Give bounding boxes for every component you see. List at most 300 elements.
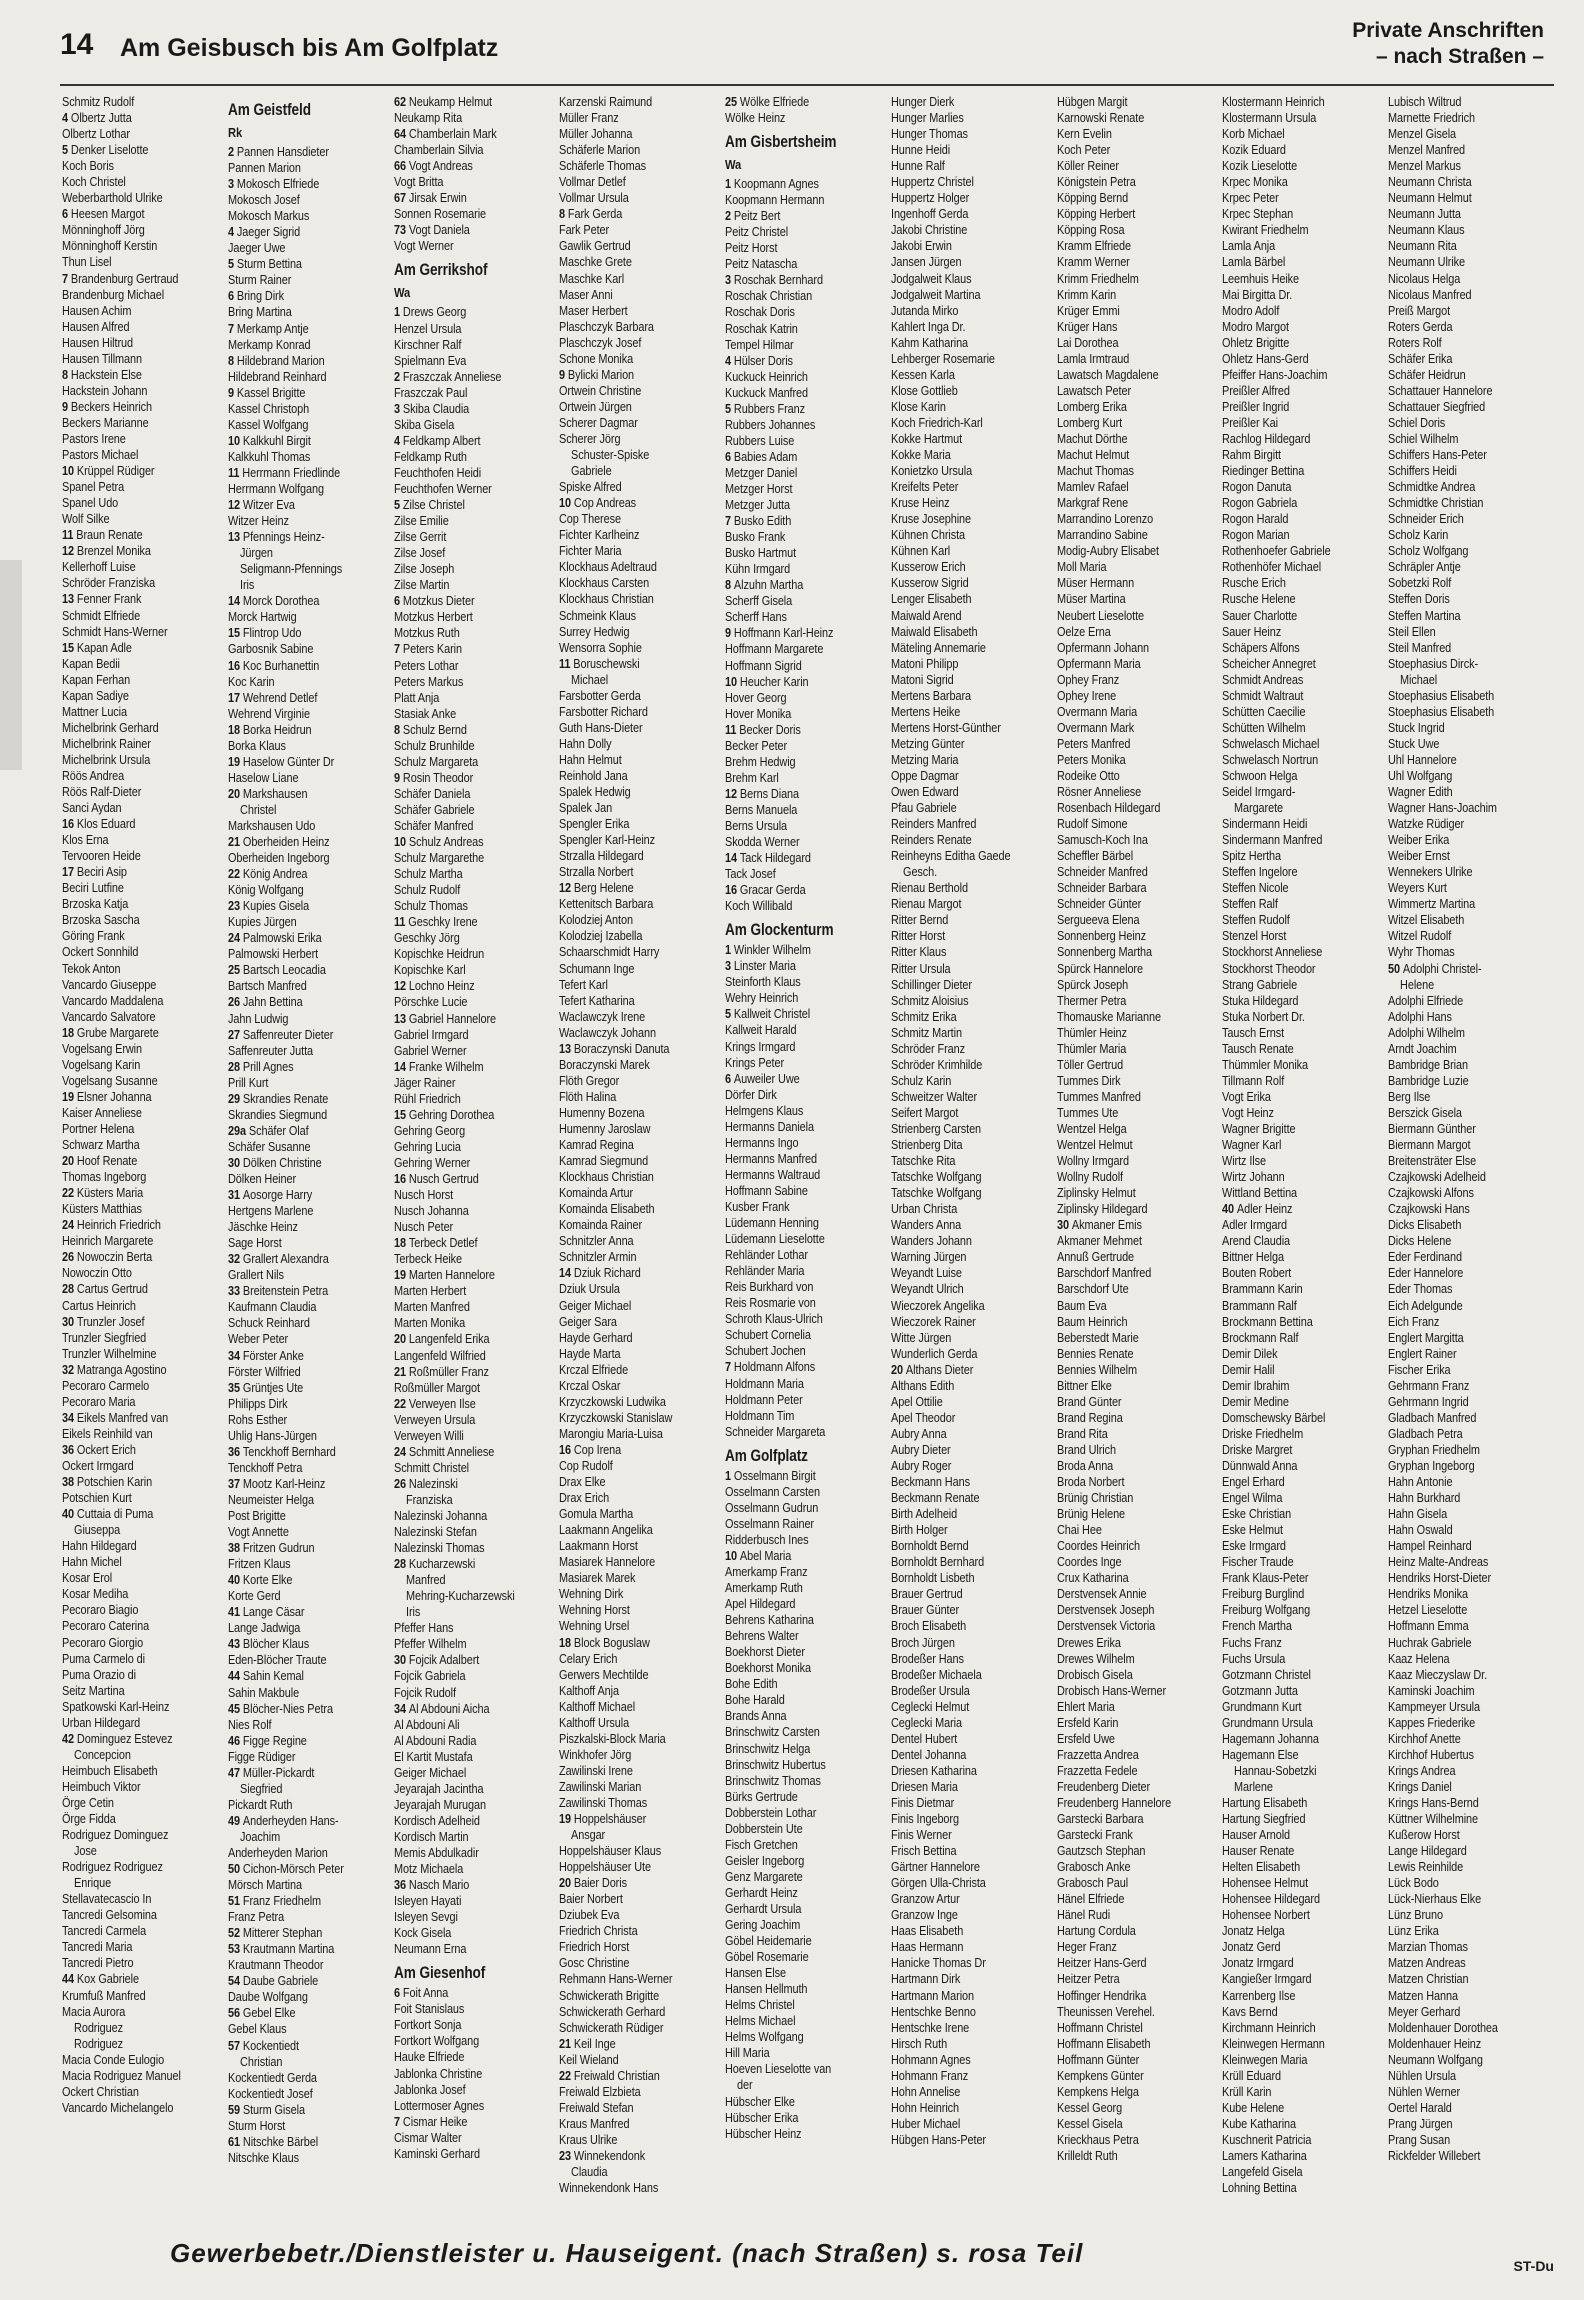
listing-entry: Bohe Harald bbox=[725, 1693, 785, 1708]
listing-entry: Kellerhoff Luise bbox=[62, 560, 136, 575]
listing-entry: Weyandt Luise bbox=[890, 1266, 962, 1281]
listing-entry: Herrmann Wolfgang bbox=[227, 481, 324, 496]
listing-entry: Lenger Elisabeth bbox=[890, 592, 972, 607]
listing-entry: Marten Monika bbox=[393, 1316, 465, 1331]
listing-entry: Michelbrink Rainer bbox=[62, 736, 151, 751]
listing-entry: Krings Peter bbox=[725, 1055, 785, 1070]
listing-entry: 34 Eikels Manfred van bbox=[62, 1410, 169, 1425]
listing-entry: Haas Elisabeth bbox=[890, 1924, 964, 1939]
listing-entry: Rühl Friedrich bbox=[393, 1091, 461, 1106]
listing-entry: Ockert Sonnhild bbox=[62, 945, 139, 960]
listing-entry: Driesen Katharina bbox=[890, 1763, 977, 1778]
listing-entry: Kessel Gisela bbox=[1056, 2116, 1123, 2131]
listing-entry: Langenfeld Wilfried bbox=[393, 1348, 486, 1363]
listing-entry: Olbertz Lothar bbox=[62, 127, 130, 142]
listing-entry: Fisch Gretchen bbox=[725, 1837, 798, 1852]
listing-entry: Karrenberg Ilse bbox=[1222, 1988, 1296, 2003]
listing-entry: Wehning Horst bbox=[559, 1603, 631, 1618]
listing-entry: 9 Hoffmann Karl-Heinz bbox=[725, 626, 834, 641]
listing-entry: Brammann Ralf bbox=[1222, 1298, 1298, 1313]
listing-entry: 5 Zilse Christel bbox=[393, 498, 465, 513]
listing-entry: 47 Müller-Pickardt bbox=[227, 1765, 315, 1780]
listing-entry: Röös Andrea bbox=[62, 768, 125, 783]
listing-entry: Dziuk Ursula bbox=[559, 1282, 621, 1297]
listing-entry: Sahin Makbule bbox=[227, 1685, 299, 1700]
listing-entry: Maiwald Arend bbox=[890, 608, 962, 623]
listing-entry: 5 Sturm Bettina bbox=[227, 257, 302, 272]
listing-entry: Isleyen Sevgi bbox=[393, 1910, 458, 1925]
listing-entry: 24 Schmitt Anneliese bbox=[393, 1444, 494, 1459]
listing-entry: 2 Pannen Hansdieter bbox=[227, 145, 329, 159]
listing-entry: Wollny Rudolf bbox=[1056, 1170, 1123, 1185]
listing-entry: Hentschke Benno bbox=[890, 2004, 976, 2019]
listing-entry: Michael bbox=[571, 672, 609, 687]
listing-entry: Hauser Arnold bbox=[1222, 1828, 1291, 1843]
listing-entry: 6 Foit Anna bbox=[393, 1986, 448, 2001]
listing-entry: Vogt Britta bbox=[393, 175, 443, 190]
listing-entry: Nitschke Klaus bbox=[227, 2150, 299, 2165]
listing-entry: 28 Cartus Gertrud bbox=[62, 1282, 148, 1297]
listing-entry: Jonatz Helga bbox=[1222, 1924, 1286, 1939]
listing-entry: Eske Christian bbox=[1222, 1507, 1292, 1522]
listing-entry: Iris bbox=[239, 578, 255, 593]
listing-entry: Lottermoser Agnes bbox=[393, 2098, 484, 2113]
listing-entry: Boekhorst Dieter bbox=[725, 1645, 806, 1660]
listing-entry: Motzkus Herbert bbox=[393, 610, 473, 625]
listing-entry: Göring Frank bbox=[62, 929, 125, 944]
listing-entry: 35 Grüntjes Ute bbox=[227, 1380, 303, 1395]
listing-entry: 4 Feldkamp Albert bbox=[393, 433, 481, 448]
listing-entry: Brand Regina bbox=[1056, 1410, 1123, 1425]
listing-entry: Dentel Johanna bbox=[890, 1747, 967, 1762]
listing-entry: Rahm Birgitt bbox=[1222, 448, 1282, 463]
listing-entry: Stoephasius Elisabeth bbox=[1388, 704, 1495, 719]
listing-entry: Menzel Manfred bbox=[1388, 143, 1466, 158]
listing-entry: Krimm Friedhelm bbox=[1056, 271, 1139, 286]
listing-entry: Schäfer Susanne bbox=[227, 1139, 311, 1154]
listing-entry: 56 Gebel Elke bbox=[227, 2006, 296, 2021]
listing-entry: 11 Herrmann Friedlinde bbox=[227, 465, 340, 480]
listing-entry: Boraczynski Marek bbox=[559, 1057, 651, 1072]
listing-entry: Stuka Hildegard bbox=[1222, 993, 1299, 1008]
listing-entry: Holdmann Peter bbox=[725, 1392, 803, 1407]
listing-entry: Pannen Marion bbox=[227, 161, 301, 176]
listing-entry: Köpping Herbert bbox=[1056, 207, 1135, 222]
listing-entry: Ziplinsky Helmut bbox=[1056, 1186, 1136, 1201]
listing-entry: Tervooren Heide bbox=[62, 849, 141, 864]
listing-entry: Hackstein Johann bbox=[62, 383, 148, 398]
listing-entry: Strzalla Hildegard bbox=[559, 849, 644, 864]
listing-entry: Brauer Günter bbox=[890, 1603, 959, 1618]
listing-entry: Hausen Alfred bbox=[62, 319, 130, 334]
listing-entry: Broch Jürgen bbox=[890, 1635, 955, 1650]
listing-entry: Freiwald Stefan bbox=[559, 2100, 634, 2115]
listing-entry: 36 Nasch Mario bbox=[393, 1878, 469, 1893]
listing-entry: Hunne Ralf bbox=[890, 159, 945, 174]
listing-entry: Geiger Michael bbox=[393, 1765, 466, 1780]
listing-entry: Hartung Cordula bbox=[1056, 1924, 1136, 1939]
listing-entry: Rodeike Otto bbox=[1056, 768, 1120, 783]
listing-entry: der bbox=[737, 2078, 753, 2093]
listing-entry: 59 Sturm Gisela bbox=[227, 2102, 305, 2117]
listing-entry: Warning Jürgen bbox=[890, 1250, 967, 1265]
listing-entry: Pfeffer Wilhelm bbox=[393, 1637, 467, 1652]
listing-entry: Baum Heinrich bbox=[1056, 1314, 1128, 1329]
listing-entry: Ehlert Maria bbox=[1056, 1699, 1115, 1714]
listing-entry: Krzyczkowski Stanislaw bbox=[559, 1410, 673, 1425]
listing-entry: Kavs Bernd bbox=[1222, 2004, 1279, 2019]
listing-entry: Müser Hermann bbox=[1056, 576, 1134, 591]
listing-entry: Kozik Lieselotte bbox=[1222, 159, 1298, 174]
listing-entry: Hentschke Irene bbox=[890, 2020, 970, 2035]
listing-entry: 5 Rubbers Franz bbox=[725, 401, 806, 416]
listing-entry: Althans Edith bbox=[890, 1378, 955, 1393]
listing-entry: 29a Schäfer Olaf bbox=[227, 1123, 309, 1138]
listing-entry: Tancredi Carmela bbox=[62, 1924, 147, 1939]
listing-entry: Hohmann Agnes bbox=[890, 2052, 971, 2067]
listing-entry: Nicolaus Helga bbox=[1388, 271, 1461, 286]
listing-entry: 3 Mokosch Elfriede bbox=[227, 177, 320, 192]
listing-entry: Modro Margot bbox=[1222, 319, 1290, 334]
listing-entry: Grundmann Ursula bbox=[1222, 1715, 1314, 1730]
listing-entry: 31 Aosorge Harry bbox=[227, 1188, 312, 1203]
listing-entry: Kahlert Inga Dr. bbox=[890, 319, 966, 334]
listing-entry: Boekhorst Monika bbox=[725, 1661, 812, 1676]
listing-entry: 14 Morck Dorothea bbox=[227, 594, 320, 609]
listing-entry: Lamers Katharina bbox=[1222, 2149, 1308, 2163]
listing-entry: Fojcik Gabriela bbox=[393, 1669, 466, 1684]
listing-entry: Grallert Nils bbox=[227, 1268, 284, 1283]
listing-entry: Rachlog Hildegard bbox=[1222, 431, 1311, 446]
listing-entry: Rogon Gabriela bbox=[1222, 496, 1298, 511]
listing-entry: Kockentiedt Gerda bbox=[227, 2070, 317, 2085]
listing-entry: 49 Anderheyden Hans- bbox=[227, 1813, 339, 1828]
listing-entry: 6 Auweiler Uwe bbox=[725, 1071, 800, 1086]
listing-entry: Krüger Emmi bbox=[1056, 303, 1120, 318]
listing-entry: Kube Katharina bbox=[1222, 2116, 1297, 2131]
listing-entry: Holdmann Maria bbox=[725, 1376, 804, 1391]
listing-entry: Adolphi Wilhelm bbox=[1388, 1025, 1466, 1040]
listing-entry: 8 Hackstein Else bbox=[62, 367, 142, 382]
listing-entry: Chai Hee bbox=[1056, 1523, 1102, 1538]
listing-entry: Spiske Alfred bbox=[559, 480, 622, 495]
listing-entry: Dziubek Eva bbox=[559, 1908, 620, 1923]
listing-entry: Hartung Elisabeth bbox=[1222, 1795, 1308, 1810]
listing-entry: Lamla Bärbel bbox=[1222, 255, 1286, 270]
listing-entry: 9 Kassel Brigitte bbox=[227, 385, 306, 400]
listing-entry: Pecoraro Maria bbox=[62, 1394, 136, 1409]
listing-entry: 11 Geschky Irene bbox=[393, 915, 478, 930]
listing-entry: Krimm Karin bbox=[1056, 287, 1116, 302]
listing-entry: Witzel Elisabeth bbox=[1388, 913, 1465, 928]
listing-entry: Schulz Martha bbox=[393, 867, 463, 882]
listing-entry: Schneider Barbara bbox=[1056, 881, 1147, 896]
listing-entry: Skrandies Siegmund bbox=[227, 1107, 327, 1122]
listing-entry: Spielmann Eva bbox=[393, 353, 466, 368]
listing-entry: Skodda Werner bbox=[725, 835, 800, 850]
listing-entry: Birth Holger bbox=[890, 1523, 948, 1538]
listing-entry: Aubry Roger bbox=[890, 1458, 952, 1473]
listing-entry: Örge Fidda bbox=[62, 1812, 116, 1827]
listing-entry: 18 Terbeck Detlef bbox=[393, 1236, 478, 1251]
listing-entry: 29 Skrandies Renate bbox=[227, 1091, 329, 1106]
listing-entry: 28 Prill Agnes bbox=[227, 1059, 294, 1074]
listing-entry: Rudolf Simone bbox=[1056, 817, 1128, 832]
listing-entry: 2 Peitz Bert bbox=[725, 209, 781, 224]
listing-entry: Ockert Christian bbox=[62, 2084, 139, 2099]
listing-entry: Sturm Rainer bbox=[227, 273, 292, 288]
listing-entry: Thomauske Marianne bbox=[1056, 1009, 1161, 1024]
listing-entry: Karzenski Raimund bbox=[559, 95, 653, 109]
listing-entry: Seidel Irmgard- bbox=[1222, 785, 1296, 800]
listing-entry: Masiarek Hannelore bbox=[559, 1555, 656, 1570]
listing-entry: Gesch. bbox=[902, 865, 937, 880]
listing-entry: Frazzetta Fedele bbox=[1056, 1763, 1138, 1778]
listing-entry: Scholz Wolfgang bbox=[1388, 544, 1469, 559]
listing-entry: 3 Skiba Claudia bbox=[393, 401, 469, 416]
listing-entry: 22 König Andrea bbox=[227, 867, 308, 882]
listing-entry: Franz Petra bbox=[227, 1910, 284, 1925]
listing-entry: Spürck Joseph bbox=[1056, 977, 1128, 992]
listing-entry: Franziska bbox=[405, 1492, 453, 1507]
listing-entry: Wölke Heinz bbox=[725, 111, 786, 126]
listing-entry: Wagner Karl bbox=[1222, 1138, 1282, 1153]
listing-columns bbox=[62, 94, 1554, 2234]
listing-entry: Fichter Karlheinz bbox=[559, 528, 640, 543]
listing-entry: Reis Burkhard von bbox=[725, 1280, 814, 1295]
listing-entry: Figge Rüdiger bbox=[227, 1749, 296, 1764]
listing-entry: Hohmann Franz bbox=[890, 2068, 969, 2083]
listing-entry: Gerhardt Ursula bbox=[725, 1901, 802, 1916]
listing-entry: Nühlen Ursula bbox=[1388, 2068, 1457, 2083]
listing-entry: Broda Norbert bbox=[1056, 1475, 1125, 1490]
listing-entry: 46 Figge Regine bbox=[227, 1733, 307, 1748]
listing-entry: Klockhaus Adeltraud bbox=[559, 560, 658, 575]
listing-entry: Macia Rodriguez Manuel bbox=[62, 2068, 181, 2083]
listing-entry: Krilleldt Ruth bbox=[1056, 2149, 1118, 2163]
listing-entry: Amerkamp Franz bbox=[725, 1564, 808, 1579]
listing-entry: Ophey Irene bbox=[1056, 688, 1116, 703]
listing-entry: Scherer Jörg bbox=[559, 431, 621, 446]
listing-entry: Schumann Inge bbox=[559, 961, 635, 976]
listing-entry: Kock Gisela bbox=[393, 1926, 451, 1941]
listing-entry: König Wolfgang bbox=[227, 883, 304, 898]
listing-entry: Brockmann Bettina bbox=[1222, 1314, 1314, 1329]
listing-entry: Steil Manfred bbox=[1388, 640, 1452, 655]
listing-entry: Drax Erich bbox=[559, 1491, 610, 1506]
listing-entry: Potschien Kurt bbox=[62, 1491, 132, 1506]
listing-entry: Hermanns Manfred bbox=[725, 1151, 818, 1166]
listing-entry: Barschdorf Ute bbox=[1056, 1282, 1129, 1297]
listing-entry: Mönninghoff Jörg bbox=[62, 223, 145, 238]
listing-entry: Nusch Horst bbox=[393, 1188, 453, 1203]
listing-entry: Metzing Maria bbox=[890, 752, 959, 767]
column-8 bbox=[1222, 94, 1387, 2234]
listing-entry: Kreifelts Peter bbox=[890, 480, 959, 495]
listing-entry: Kwirant Friedhelm bbox=[1222, 223, 1309, 238]
listing-entry: Korte Gerd bbox=[227, 1589, 281, 1604]
listing-entry: Rogon Harald bbox=[1222, 512, 1289, 527]
listing-entry: Köller Reiner bbox=[1056, 159, 1119, 174]
listing-entry: Bambridge Luzie bbox=[1388, 1073, 1469, 1088]
listing-entry: Rodriguez Dominguez bbox=[62, 1828, 169, 1843]
listing-entry: 20 Markshausen bbox=[227, 786, 308, 801]
footer-tag: ST-Du bbox=[1513, 2258, 1554, 2274]
listing-entry: 12 Berg Helene bbox=[559, 881, 634, 896]
listing-entry: Laakmann Horst bbox=[559, 1539, 639, 1554]
listing-entry: Schulz Brunhilde bbox=[393, 738, 475, 753]
listing-entry: Hagemann Johanna bbox=[1222, 1731, 1320, 1746]
listing-entry: Czajkowski Hans bbox=[1388, 1202, 1471, 1217]
listing-entry: Hübgen Hans-Peter bbox=[890, 2132, 986, 2147]
listing-entry: Beckers Marianne bbox=[62, 415, 149, 430]
listing-entry: Zawilinski Irene bbox=[559, 1763, 634, 1778]
listing-entry: Kusserow Erich bbox=[890, 560, 966, 575]
listing-entry: Broda Anna bbox=[1056, 1458, 1113, 1473]
listing-entry: Crux Katharina bbox=[1056, 1571, 1129, 1586]
listing-entry: Schäfer Manfred bbox=[393, 818, 473, 833]
listing-entry: 26 Nalezinski bbox=[393, 1476, 458, 1491]
listing-entry: 40 Cuttaia di Puma bbox=[62, 1507, 154, 1522]
listing-entry: Lohning Bettina bbox=[1222, 2181, 1298, 2196]
listing-entry: 15 Kapan Adle bbox=[62, 640, 132, 655]
listing-entry: Stuka Norbert Dr. bbox=[1222, 1009, 1306, 1024]
listing-entry: Brand Ulrich bbox=[1056, 1442, 1116, 1457]
listing-entry: Schneider Margareta bbox=[725, 1424, 826, 1439]
listing-entry: Krpec Monika bbox=[1222, 175, 1289, 190]
listing-entry: Kraus Manfred bbox=[559, 2116, 630, 2131]
listing-entry: Wolf Silke bbox=[62, 512, 110, 527]
listing-entry: Moldenhauer Heinz bbox=[1388, 2036, 1482, 2051]
listing-entry: Flöth Gregor bbox=[559, 1073, 620, 1088]
listing-entry: Witzer Heinz bbox=[227, 514, 289, 529]
listing-entry: Hübscher Erika bbox=[725, 2110, 799, 2125]
listing-entry: Vogt Werner bbox=[393, 239, 454, 254]
listing-entry: Opfermann Johann bbox=[1056, 640, 1149, 655]
listing-entry: Apel Theodor bbox=[890, 1410, 956, 1425]
listing-entry: Oelze Erna bbox=[1056, 624, 1111, 639]
listing-entry: Kalkkuhl Thomas bbox=[227, 449, 310, 464]
listing-entry: 16 Klos Eduard bbox=[62, 817, 136, 832]
listing-entry: Klockhaus Christian bbox=[559, 592, 655, 607]
listing-entry: Kalthoff Ursula bbox=[559, 1715, 630, 1730]
listing-entry: Ridderbusch Ines bbox=[725, 1532, 809, 1547]
listing-entry: Beckmann Hans bbox=[890, 1475, 970, 1490]
listing-entry: Neumann Rita bbox=[1388, 239, 1457, 254]
listing-entry: Flöth Halina bbox=[559, 1089, 617, 1104]
listing-entry: Wentzel Helmut bbox=[1056, 1138, 1133, 1153]
listing-entry: 50 Cichon-Mörsch Peter bbox=[227, 1862, 344, 1877]
listing-entry: Matoni Philipp bbox=[890, 656, 959, 671]
listing-entry: Barschdorf Manfred bbox=[1056, 1266, 1151, 1281]
listing-entry: Brand Günter bbox=[1056, 1394, 1122, 1409]
listing-entry: 38 Fritzen Gudrun bbox=[227, 1541, 315, 1556]
listing-entry: Röös Ralf-Dieter bbox=[62, 785, 142, 800]
listing-entry: Demir Halil bbox=[1222, 1362, 1275, 1377]
listing-entry: Dentel Hubert bbox=[890, 1731, 958, 1746]
street-heading: Am Glockenturm bbox=[725, 920, 834, 940]
listing-entry: Zilse Joseph bbox=[393, 562, 454, 577]
listing-entry: Lück Bodo bbox=[1388, 1876, 1440, 1891]
listing-entry: Kosar Mediha bbox=[62, 1587, 129, 1602]
listing-entry: 17 Wehrend Detlef bbox=[227, 690, 318, 705]
listing-entry: Brodeßer Michaela bbox=[890, 1667, 982, 1682]
listing-entry: Mörsch Martina bbox=[227, 1878, 302, 1893]
listing-entry: Schmidt Hans-Werner bbox=[62, 624, 168, 639]
listing-entry: Finis Werner bbox=[890, 1828, 952, 1843]
listing-entry: Roschak Doris bbox=[725, 305, 795, 320]
listing-entry: 7 Merkamp Antje bbox=[227, 321, 309, 336]
listing-entry: Hohn Annelise bbox=[890, 2084, 961, 2099]
listing-entry: Stasiak Anke bbox=[393, 706, 456, 721]
listing-entry: Schwoon Helga bbox=[1222, 768, 1298, 783]
listing-entry: 19 Elsner Johanna bbox=[62, 1089, 152, 1104]
listing-entry: Gehring Lucia bbox=[393, 1139, 461, 1154]
listing-entry: 11 Becker Doris bbox=[725, 722, 801, 737]
listing-entry: 7 Peters Karin bbox=[393, 642, 462, 657]
listing-entry: Laakmann Angelika bbox=[559, 1523, 654, 1538]
listing-entry: Hohensee Norbert bbox=[1222, 1908, 1311, 1923]
listing-entry: Stuck Uwe bbox=[1388, 736, 1440, 751]
listing-entry: Frisch Bettina bbox=[890, 1844, 957, 1859]
listing-entry: Enrique bbox=[74, 1876, 112, 1891]
listing-entry: Stockhorst Theodor bbox=[1222, 961, 1316, 976]
listing-entry: Owen Edward bbox=[890, 785, 959, 800]
listing-entry: Akmaner Mehmet bbox=[1056, 1234, 1142, 1249]
listing-entry: Platt Anja bbox=[393, 690, 439, 705]
listing-entry: Verweyen Ursula bbox=[393, 1412, 475, 1427]
listing-entry: Ingenhoff Gerda bbox=[890, 207, 969, 222]
listing-entry: Steffen Nicole bbox=[1222, 881, 1289, 896]
listing-entry: Schmidtke Christian bbox=[1388, 496, 1484, 511]
listing-entry: Brünig Christian bbox=[1056, 1491, 1133, 1506]
listing-entry: Kühnen Karl bbox=[890, 544, 951, 559]
listing-entry: Koch Boris bbox=[62, 159, 114, 174]
listing-entry: Bartsch Manfred bbox=[227, 979, 307, 994]
listing-entry: Joachim bbox=[239, 1829, 280, 1844]
listing-entry: Dünnwald Anna bbox=[1222, 1458, 1298, 1473]
listing-entry: Machut Helmut bbox=[1056, 448, 1129, 463]
listing-entry: 57 Kockentiedt bbox=[227, 2038, 299, 2053]
listing-entry: Terbeck Heike bbox=[393, 1252, 462, 1267]
listing-entry: Schulz Rudolf bbox=[393, 883, 460, 898]
listing-entry: Kamrad Siegmund bbox=[559, 1154, 649, 1169]
listing-entry: Ohletz Brigitte bbox=[1222, 335, 1290, 350]
listing-entry: Eder Thomas bbox=[1388, 1282, 1453, 1297]
listing-entry: Humenny Bozena bbox=[559, 1105, 645, 1120]
listing-entry: Kozik Eduard bbox=[1222, 143, 1287, 158]
listing-entry: Oberheiden Ingeborg bbox=[227, 851, 330, 866]
listing-entry: Wagner Edith bbox=[1388, 785, 1453, 800]
section-label-line2: – nach Straßen – bbox=[1375, 45, 1544, 68]
listing-entry: Klose Gottlieb bbox=[890, 383, 958, 398]
listing-entry: Rusche Helene bbox=[1222, 592, 1296, 607]
listing-entry: Weiber Erika bbox=[1388, 833, 1450, 848]
listing-entry: 41 Lange Cäsar bbox=[227, 1605, 305, 1620]
listing-entry: Maser Herbert bbox=[559, 303, 628, 318]
listing-entry: Gärtner Hannelore bbox=[890, 1860, 980, 1875]
listing-entry: Karnowski Renate bbox=[1056, 111, 1144, 126]
listing-entry: Hohn Heinrich bbox=[890, 2100, 959, 2115]
listing-entry: Koch Friedrich-Karl bbox=[890, 415, 983, 430]
listing-entry: Kraus Ulrike bbox=[559, 2132, 618, 2147]
listing-entry: Fojcik Rudolf bbox=[393, 1685, 456, 1700]
listing-entry: Hermanns Daniela bbox=[725, 1119, 815, 1134]
listing-entry: Gehrmann Franz bbox=[1388, 1378, 1470, 1393]
listing-entry: Michael bbox=[1400, 672, 1438, 687]
listing-entry: Wensorra Sophie bbox=[559, 640, 643, 655]
listing-entry: Kube Helene bbox=[1222, 2100, 1285, 2115]
